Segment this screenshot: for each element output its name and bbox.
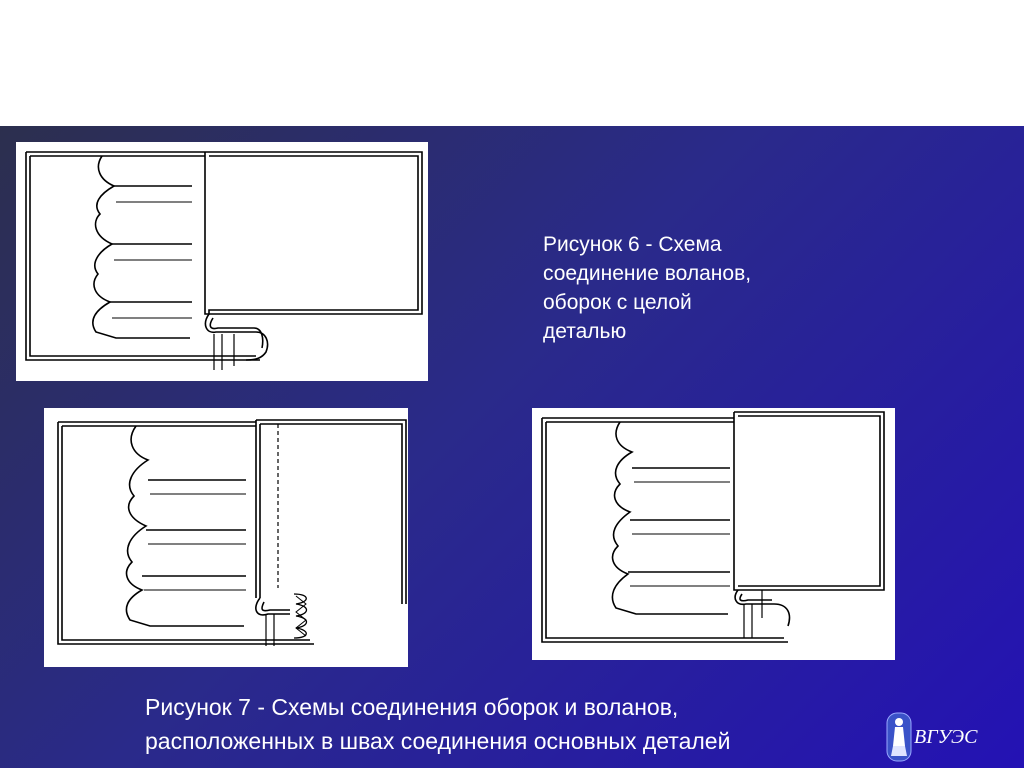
university-logo <box>886 712 998 764</box>
title-area <box>0 0 1024 126</box>
figure7-caption <box>145 690 905 758</box>
caption-line: соединение воланов, <box>543 262 752 285</box>
figure7b-diagram <box>532 408 895 660</box>
caption-line: деталью <box>543 320 627 343</box>
logo-text: ВГУЭС <box>914 726 978 748</box>
ruffle-edge <box>93 156 190 338</box>
figure6-diagram <box>16 142 428 381</box>
caption-line: Рисунок 6 - Схема <box>543 233 722 256</box>
ruffle-edge <box>126 426 244 626</box>
caption-line: расположенных в швах соединения основных деталей <box>145 728 731 754</box>
stitch-lines <box>744 590 762 638</box>
statue-emblem-icon <box>886 712 912 762</box>
ruffle-edge <box>612 422 728 614</box>
caption-line: оборок с целой <box>543 291 692 314</box>
figure7a-diagram <box>44 408 408 667</box>
caption-line: Рисунок 7 - Схемы соединения оборок и воланов, <box>145 694 679 720</box>
figure6-caption <box>543 230 843 346</box>
stitch-lines <box>214 334 234 370</box>
stitch-lines <box>266 614 274 646</box>
